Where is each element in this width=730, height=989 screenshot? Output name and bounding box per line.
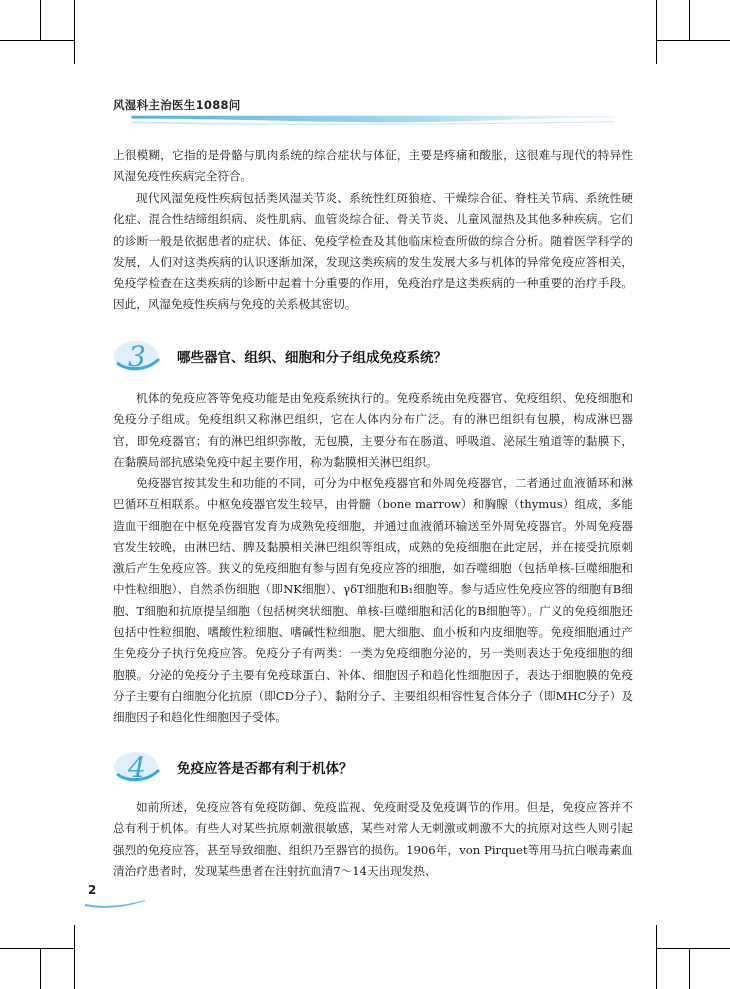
section-title-4: 免疫应答是否都有利于机体？ <box>177 761 353 777</box>
section-4-paragraph-1: 如前所述，免疫应答有免疫防御、免疫监视、免疫耐受及免疫调节的作用。但是，免疫应答并不总有利于机体。有些人对某些抗原刺激很敏感，某些对常人无刺激或刺激不大的抗原对这些人则引起强烈的免疫应答，甚至导致细胞、组织乃至器官的损伤。1906年，von Pirquet等用马抗白喉毒素血清治疗患者时，发现某些患者在注射抗血清7～14天出现发热、 <box>113 800 633 878</box>
crop-mark-top-left-v2 <box>74 0 75 64</box>
section-number-4: 4 <box>128 751 146 784</box>
crop-mark-top-right-v2 <box>656 0 657 64</box>
crop-mark-top-right-h <box>656 40 730 41</box>
page-number: 2 <box>88 883 97 897</box>
section-heading-3 <box>113 337 633 373</box>
section-number-3: 3 <box>128 340 146 373</box>
section-number-badge <box>113 748 163 784</box>
crop-mark-bottom-right-h <box>656 948 730 949</box>
crop-mark-bottom-left-v <box>40 948 41 989</box>
intro-paragraph-2: 现代风湿免疫性疾病包括类风湿关节炎、系统性红斑狼疮、干燥综合征、脊柱关节病、系统性硬化症、混合性结缔组织病、炎性肌病、血管炎综合征、骨关节炎、儿童风湿热及其他多种疾病。它们的诊断一般是依据患者的症状、体征、免疫学检查及其他临床检查所做的综合分析。随着医学科学的发展，人们对这类疾病的认识逐渐加深，发现这类疾病的发生发展大多与机体的异常免疫应答相关，免疫学检查在这类疾病的诊断中起着十分重要的作用，免疫治疗是这类疾病的一种重要的治疗手段。因此，风湿免疫性疾病与免疫的关系极其密切。 <box>113 191 633 312</box>
crop-mark-top-left-h <box>0 40 74 41</box>
page-number-swoosh <box>85 898 145 908</box>
section-3-paragraph-2: 免疫器官按其发生和功能的不同，可分为中枢免疫器官和外周免疫器官，二者通过血液循环和淋巴循环互相联系。中枢免疫器官发生较早，由骨髓（bone marrow）和胸腺（thymus）组成，多能造血干细胞在中枢免疫器官发育为成熟免疫细胞，并通过血液循环输送至外周免疫器官。外周免疫器官发生较晚，由淋巴结、脾及黏膜相关淋巴组织等组成，成熟的免疫细胞在此定居，并在接受抗原刺激后产生免疫应答。狭义的免疫细胞有参与固有免疫应答的细胞，如吞噬细胞（包括单核-巨噬细胞和中性粒细胞）、自然杀伤细胞（即NK细胞）、γδT细胞和B₁细胞等。参与适应性免疫应答的细胞有B细胞、T细胞和抗原提呈细胞（包括树突状细胞、单核-巨噬细胞和活化的B细胞等）。广义的免疫细胞还包括中性粒细胞、嗜酸性粒细胞、嗜碱性粒细胞、肥大细胞、血小板和内皮细胞等。免疫细胞通过产生免疫分子执行免疫应答。免疫分子有两类：一类为免疫细胞分泌的，另一类则表达于免疫细胞的细胞膜。分泌的免疫分子主要有免疫球蛋白、补体、细胞因子和趋化性细胞因子，表达于细胞膜的免疫分子主要有白细胞分化抗原（即CD分子）、黏附分子、主要组织相容性复合体分子（即MHC分子）及细胞因子和趋化性细胞因子受体。 <box>113 476 633 725</box>
running-header-title: 风湿科主治医生1088问 <box>113 98 241 112</box>
section-3-paragraph-1: 机体的免疫应答等免疫功能是由免疫系统执行的。免疫系统由免疫器官、免疫组织、免疫细胞和免疫分子组成。免疫组织又称淋巴组织，它在人体内分布广泛。有的淋巴组织有包膜，构成淋巴器官，即免疫器官；有的淋巴组织弥散，无包膜，主要分布在肠道、呼吸道、泌尿生殖道等的黏膜下，在黏膜局部抗感染免疫中起主要作用，称为黏膜相关淋巴组织。 <box>113 391 633 469</box>
crop-mark-bottom-right-v <box>689 948 690 989</box>
section-number-badge <box>113 337 163 373</box>
crop-mark-bottom-left-v2 <box>74 925 75 989</box>
intro-paragraph-1: 上很模糊，它指的是骨骼与肌肉系统的综合症状与体征，主要是疼痛和酸胀，这很难与现代的特异性风湿免疫性疾病完全符合。 <box>113 148 633 184</box>
running-header <box>113 97 633 113</box>
section-heading-4 <box>113 748 633 784</box>
crop-mark-top-left-v <box>40 0 41 40</box>
crop-mark-bottom-left-h <box>0 948 74 949</box>
crop-mark-bottom-right-v2 <box>656 925 657 989</box>
header-wave-band <box>113 113 633 126</box>
crop-mark-top-right-v <box>689 0 690 40</box>
section-title-3: 哪些器官、组织、细胞和分子组成免疫系统？ <box>177 350 447 366</box>
